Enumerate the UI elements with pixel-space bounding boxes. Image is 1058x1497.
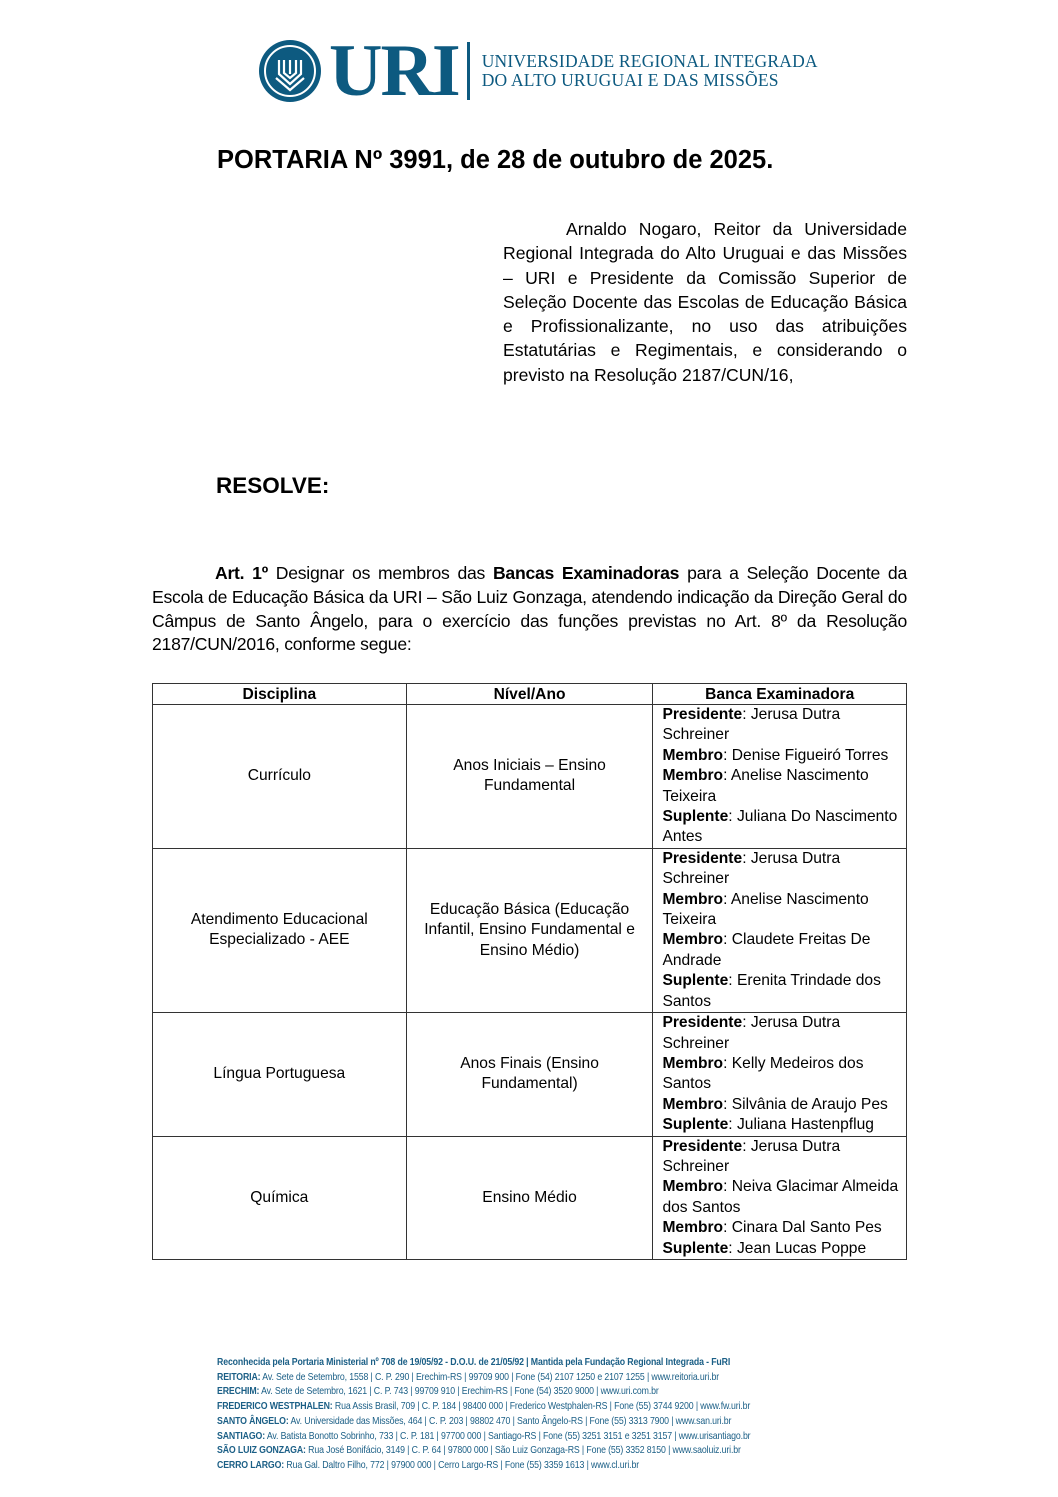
table-row: [153, 1013, 907, 1136]
article-text-2: para a Seleção Docente da Escola de Educação Básica da URI – São Luiz Gonzaga, atendendo indicação da Direção Geral do Câmpus de Santo Ângelo, para o exercício das funções previstas no Art. 8º da Resolução 2187/CUN/2016, conforme segue:: [152, 563, 907, 655]
institution-name: [482, 52, 818, 90]
banca-member: Membro: Denise Figueiró Torres: [662, 746, 889, 764]
resolve-heading: RESOLVE:: [216, 473, 330, 498]
cell-disciplina: Atendimento Educacional Especializado - AEE: [153, 848, 407, 1012]
cell-disciplina: Química: [153, 1136, 407, 1259]
cell-nivel: Anos Iniciais – Ensino Fundamental: [406, 705, 653, 849]
uri-logo-text: URI: [329, 30, 459, 112]
banca-member: Membro: Cinara Dal Santo Pes: [662, 1219, 882, 1237]
banca-member: Presidente: Jerusa Dutra Schreiner: [662, 706, 841, 744]
cell-nivel: Ensino Médio: [406, 1136, 653, 1259]
banca-member: Presidente: Jerusa Dutra Schreiner: [662, 1014, 841, 1052]
banca-member: Suplente: Jean Lucas Poppe: [662, 1239, 867, 1257]
footer-line-santo-angelo: SANTO ÂNGELO: Av. Universidade das Missões, 464 | C. P. 203 | 98802 470 | Santo Ângelo-RS | Fone (55) 3313 7900 | www.san.uri.br: [217, 1415, 732, 1427]
article-text-1: Designar os membros das: [267, 563, 493, 583]
document-title: PORTARIA Nº 3991, de 28 de outubro de 2025.: [217, 146, 774, 174]
preamble-paragraph: Arnaldo Nogaro, Reitor da Universidade Regional Integrada do Alto Uruguai e das Missões – URI e Presidente da Comissão Superior de Seleção Docente das Escolas de Educação Básica e Profissionalizante, no uso das atribuições Estatutárias e Regimentais, e considerando o previsto na Resolução 2187/CUN/16,: [503, 219, 907, 385]
institution-footer: [217, 1356, 767, 1474]
banca-member: Membro: Anelise Nascimento Teixeira: [662, 890, 869, 929]
institution-header: [259, 30, 819, 112]
article-1-paragraph: [152, 562, 907, 657]
footer-line-cerro-largo: CERRO LARGO: Rua Gal. Daltro Filho, 772 | 97900 000 | Cerro Largo-RS | Fone (55) 3359 1613 | www.cl.uri.br: [217, 1459, 640, 1471]
cell-banca: [653, 1136, 907, 1259]
table-row: [153, 848, 907, 1012]
table-row: [153, 1136, 907, 1259]
uri-emblem-icon: [259, 40, 321, 102]
header-banca-examinadora: Banca Examinadora: [653, 684, 907, 705]
footer-line-santiago: SANTIAGO: Av. Batista Bonotto Sobrinho, 733 | C. P. 181 | 97700 000 | Santiago-RS | Fone (55) 3251 3151 e 3251 3157 | www.urisantiago.br: [217, 1430, 751, 1442]
table-header-row: [153, 684, 907, 705]
institution-name-line-1: UNIVERSIDADE REGIONAL INTEGRADA: [481, 51, 818, 71]
table-row: [153, 705, 907, 849]
cell-banca: [653, 848, 907, 1012]
logo-divider: [467, 42, 470, 100]
cell-nivel: Anos Finais (Ensino Fundamental): [406, 1013, 653, 1136]
footer-line: Reconhecida pela Portaria Ministerial nº 708 de 19/05/92 - D.O.U. de 21/05/92 | Mantida pela Fundação Regional Integrada - FuRI: [217, 1357, 731, 1368]
cell-banca: [653, 705, 907, 849]
footer-line-erechim: ERECHIM: Av. Sete de Setembro, 1621 | C. P. 743 | 99709 910 | Erechim-RS | Fone (54) 3520 9000 | www.uri.com.br: [217, 1386, 659, 1398]
banca-member: Membro: Kelly Medeiros dos Santos: [662, 1054, 864, 1093]
article-label: Art. 1º: [215, 563, 268, 583]
cell-disciplina: Língua Portuguesa: [153, 1013, 407, 1136]
banca-member: Suplente: Juliana Hastenpflug: [662, 1116, 874, 1134]
cell-banca: [653, 1013, 907, 1136]
banca-member: Presidente: Jerusa Dutra Schreiner: [662, 1137, 841, 1175]
banca-member: Suplente: Erenita Trindade dos Santos: [662, 972, 881, 1010]
footer-line-reitoria: REITORIA: Av. Sete de Setembro, 1558 | C. P. 290 | Erechim-RS | 99709 900 | Fone (54) 2107 1250 e 2107 1255 | www.reitoria.uri.br: [217, 1371, 720, 1383]
footer-line-sao-luiz-gonzaga: SÃO LUIZ GONZAGA: Rua José Bonifácio, 3149 | C. P. 64 | 97800 000 | São Luiz Gonzaga-RS | Fone (55) 3352 8150 | www.saoluiz.uri.br: [217, 1445, 741, 1457]
banca-member: Presidente: Jerusa Dutra Schreiner: [662, 849, 841, 888]
cell-disciplina: Currículo: [153, 705, 407, 849]
banca-member: Membro: Claudete Freitas De Andrade: [662, 931, 871, 969]
banca-member: Membro: Anelise Nascimento Teixeira: [662, 767, 869, 805]
header-nivel-ano: Nível/Ano: [406, 684, 653, 705]
institution-name-line-2: DO ALTO URUGUAI E DAS MISSÕES: [481, 70, 779, 90]
bancas-table: [152, 683, 907, 1260]
cell-nivel: Educação Básica (Educação Infantil, Ensino Fundamental e Ensino Médio): [406, 848, 653, 1012]
header-disciplina: Disciplina: [153, 684, 407, 705]
banca-member: Membro: Silvânia de Araujo Pes: [662, 1095, 888, 1113]
banca-member: Suplente: Juliana Do Nascimento Antes: [662, 808, 898, 846]
footer-line-frederico-westphalen: FREDERICO WESTPHALEN: Rua Assis Brasil, 709 | C. P. 184 | 98400 000 | Frederico Westphalen-RS | Fone (55) 3744 9200 | www.fw.uri.br: [217, 1401, 751, 1413]
banca-member: Membro: Neiva Glacimar Almeida dos Santos: [662, 1178, 899, 1216]
article-bold-term: Bancas Examinadoras: [492, 563, 680, 583]
